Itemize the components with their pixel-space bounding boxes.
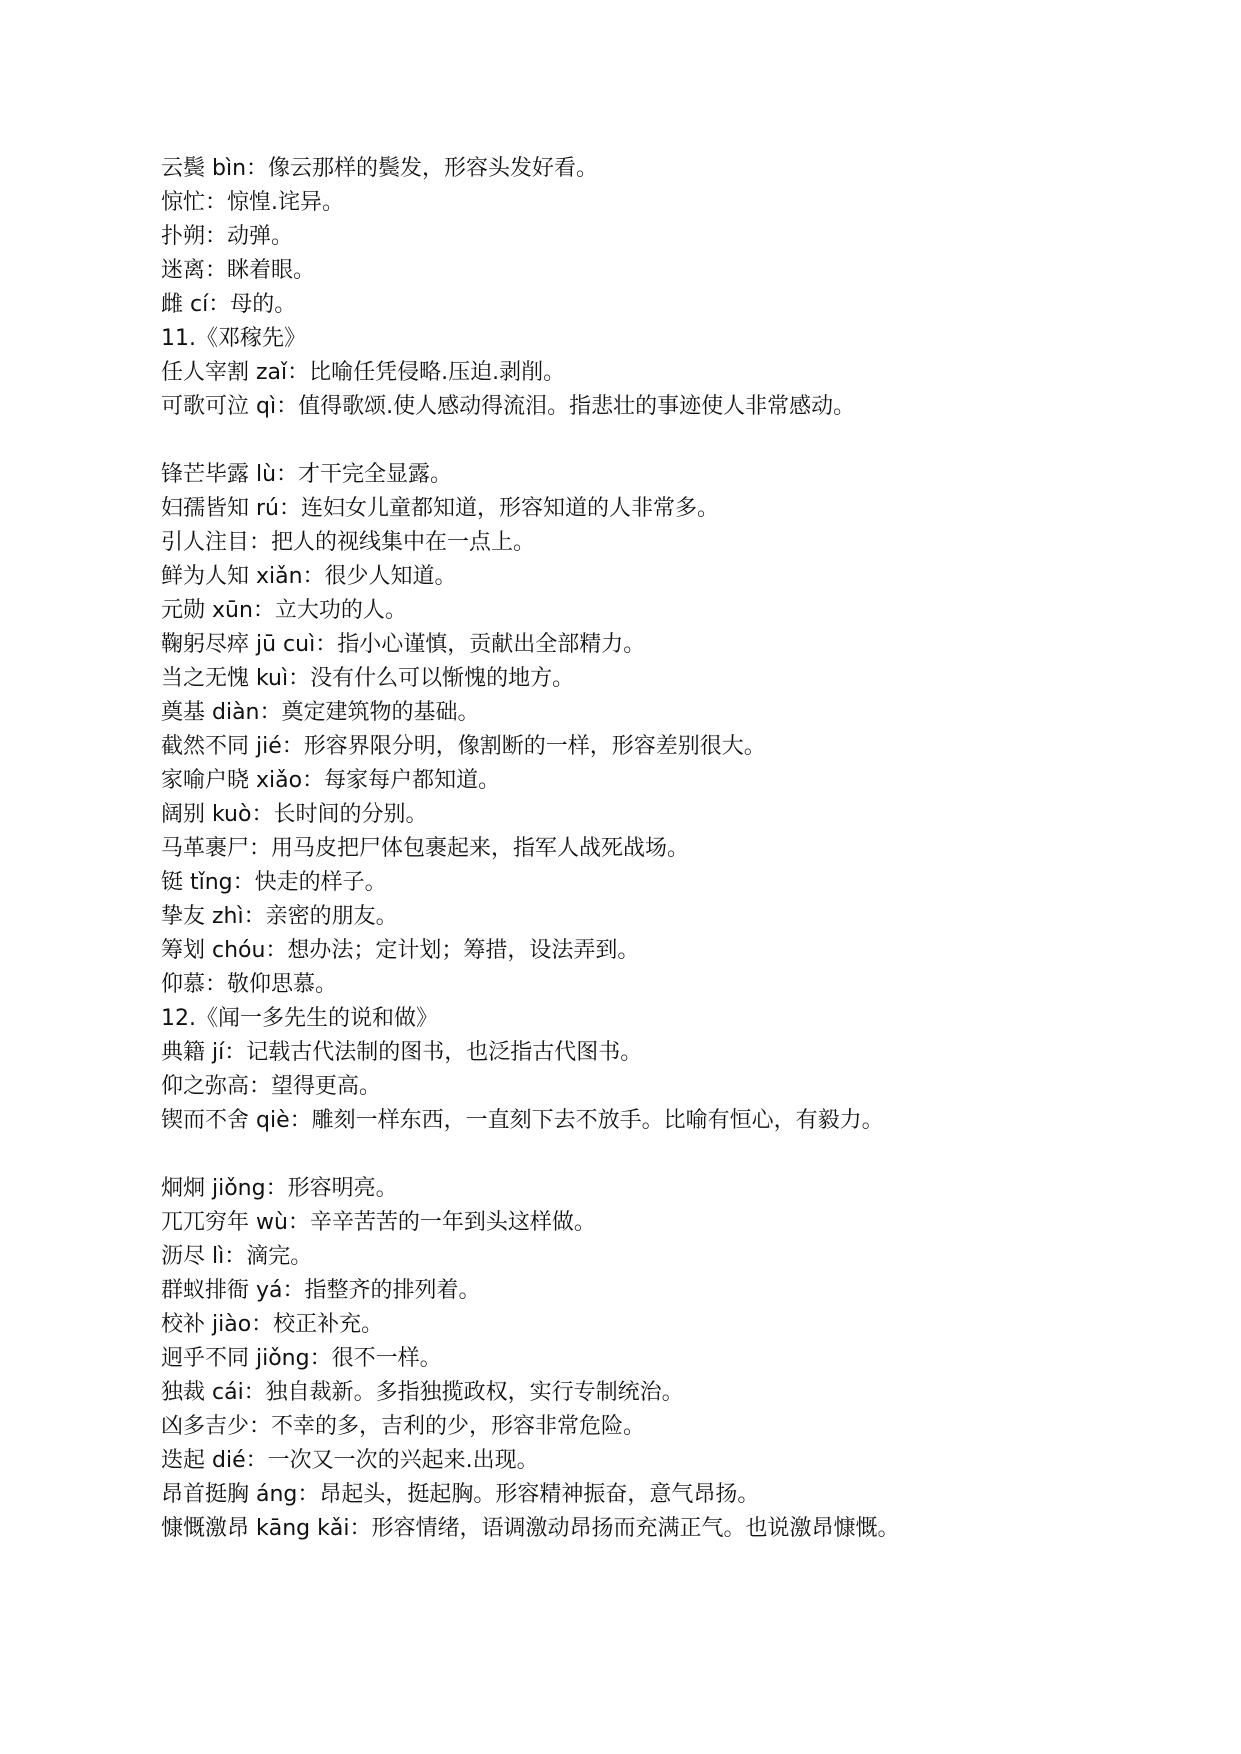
text-line: 典籍 jí：记载古代法制的图书，也泛指古代图书。 <box>161 1040 643 1065</box>
text-line: 雌 cí：母的。 <box>161 292 297 317</box>
text-line: 凶多吉少：不幸的多，吉利的少，形容非常危险。 <box>161 1414 646 1439</box>
text-line: 铤 tǐng：快走的样子。 <box>161 870 387 895</box>
text-line: 当之无愧 kuì：没有什么可以惭愧的地方。 <box>161 666 575 691</box>
text-line: 迷离：眯着眼。 <box>161 258 316 283</box>
text-line: 惊忙：惊惶.诧异。 <box>161 190 344 215</box>
text-line: 筹划 chóu：想办法；定计划；筹措，设法弄到。 <box>161 938 640 963</box>
text-line: 截然不同 jié：形容界限分明，像割断的一样，形容差别很大。 <box>161 734 766 759</box>
text-line: 迥乎不同 jiǒng：很不一样。 <box>161 1346 442 1371</box>
text-line: 马革裹尸：用马皮把尸体包裹起来，指军人战死战场。 <box>161 836 690 861</box>
text-line: 昂首挺胸 áng：昂起头，挺起胸。形容精神振奋，意气昂扬。 <box>161 1482 760 1507</box>
text-line: 鲜为人知 xiǎn：很少人知道。 <box>161 564 457 589</box>
text-line: 锋芒毕露 lù：才干完全显露。 <box>161 462 453 487</box>
text-line: 炯炯 jiǒng：形容明亮。 <box>161 1176 398 1201</box>
text-line: 校补 jiào：校正补充。 <box>161 1312 384 1337</box>
text-line: 群蚁排衙 yá：指整齐的排列着。 <box>161 1278 481 1303</box>
text-line: 锲而不舍 qiè：雕刻一样东西，一直刻下去不放手。比喻有恒心，有毅力。 <box>161 1108 884 1133</box>
blank-line <box>161 1138 1161 1172</box>
section-heading: 11.《邓稼先》 <box>161 326 306 351</box>
text-line: 阔别 kuò：长时间的分别。 <box>161 802 428 827</box>
text-line: 可歌可泣 qì：值得歌颂.使人感动得流泪。指悲壮的事迹使人非常感动。 <box>161 394 856 419</box>
text-line: 挚友 zhì：亲密的朋友。 <box>161 904 398 929</box>
text-line: 沥尽 lì：滴完。 <box>161 1244 313 1269</box>
text-line: 兀兀穷年 wù：辛辛苦苦的一年到头这样做。 <box>161 1210 596 1235</box>
blank-line <box>161 424 1161 458</box>
document-page <box>161 152 1161 1546</box>
text-line: 云鬓 bìn：像云那样的鬓发，形容头发好看。 <box>161 156 599 181</box>
text-line: 独裁 cái：独自裁新。多指独揽政权，实行专制统治。 <box>161 1380 684 1405</box>
text-line: 迭起 dié：一次又一次的兴起来.出现。 <box>161 1448 539 1473</box>
text-line: 元勋 xūn：立大功的人。 <box>161 598 407 623</box>
text-line: 任人宰割 zaǐ：比喻任凭侵略.压迫.剥削。 <box>161 360 566 385</box>
text-line: 妇孺皆知 rú：连妇女儿童都知道，形容知道的人非常多。 <box>161 496 719 521</box>
text-line: 鞠躬尽瘁 jū cuì：指小心谨慎，贡献出全部精力。 <box>161 632 646 657</box>
text-line: 引人注目：把人的视线集中在一点上。 <box>161 530 536 555</box>
text-line: 奠基 diàn：奠定建筑物的基础。 <box>161 700 480 725</box>
text-line: 慷慨激昂 kāng kǎi：形容情绪，语调激动昂扬而充满正气。也说激昂慷慨。 <box>161 1516 900 1541</box>
text-line: 扑朔：动弹。 <box>161 224 294 249</box>
section-heading: 12.《闻一多先生的说和做》 <box>161 1006 438 1031</box>
text-line: 仰之弥高：望得更高。 <box>161 1074 382 1099</box>
text-line: 家喻户晓 xiǎo：每家每户都知道。 <box>161 768 501 793</box>
text-line: 仰慕：敬仰思慕。 <box>161 972 338 997</box>
